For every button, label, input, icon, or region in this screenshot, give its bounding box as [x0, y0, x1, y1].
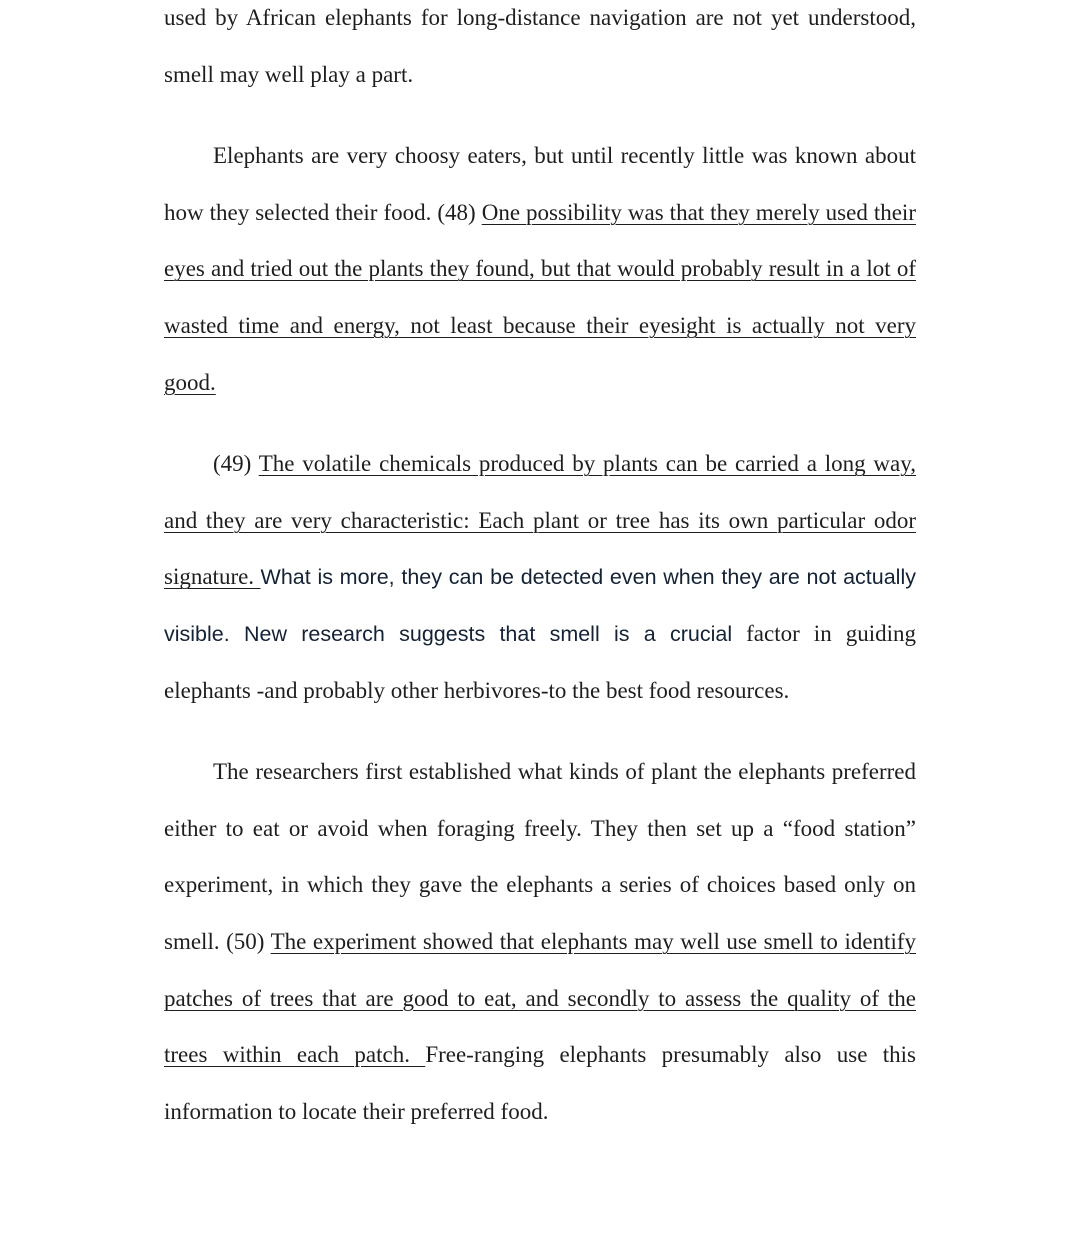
underlined-sentence-49: The volatile chemicals produced by plants can be carried a long way, and they are very characteristic: Each plant or tree has its own particular odor signature.	[164, 451, 916, 590]
paragraph-3-tail: factor in guiding elephants -and probably other herbivores-to the best food resources.	[164, 620, 916, 703]
underlined-sentence-48: One possibility was that they merely used their eyes and tried out the plants they found, but that would probably result in a lot of wasted time and energy, not least because their eyesight is actually not very good.	[164, 199, 916, 395]
question-marker-48: (48)	[437, 199, 482, 225]
question-marker-50: (50)	[226, 928, 271, 954]
paragraph-3	[164, 436, 916, 719]
paragraph-4-lead: The researchers first established what kinds of plant the elephants preferred either to eat or avoid when foraging freely. They then set up a “food station” experiment, in which they gave the elephants a series of choices based only on smell.	[164, 759, 916, 954]
document-page	[164, 0, 916, 1140]
underlined-sentence-50: The experiment showed that elephants may well use smell to identify patches of trees that are good to eat, and secondly to assess the quality of the trees within each patch.	[164, 928, 916, 1068]
paragraph-1-text: used by African elephants for long-distance navigation are not yet understood, smell may well play a part.	[164, 5, 916, 87]
paragraph-3-sans-text: What is more, they can be detected even when they are not actually visible. New research suggests that smell is a crucial	[164, 565, 916, 646]
paragraph-1	[164, 0, 916, 103]
paragraph-2	[164, 128, 916, 411]
paragraph-2-lead: Elephants are very choosy eaters, but until recently little was known about how they selected their food.	[164, 143, 916, 225]
question-marker-49: (49)	[213, 451, 259, 477]
paragraph-4-tail: Free-ranging elephants presumably also use this information to locate their preferred food.	[164, 1042, 916, 1124]
paragraph-4	[164, 744, 916, 1140]
